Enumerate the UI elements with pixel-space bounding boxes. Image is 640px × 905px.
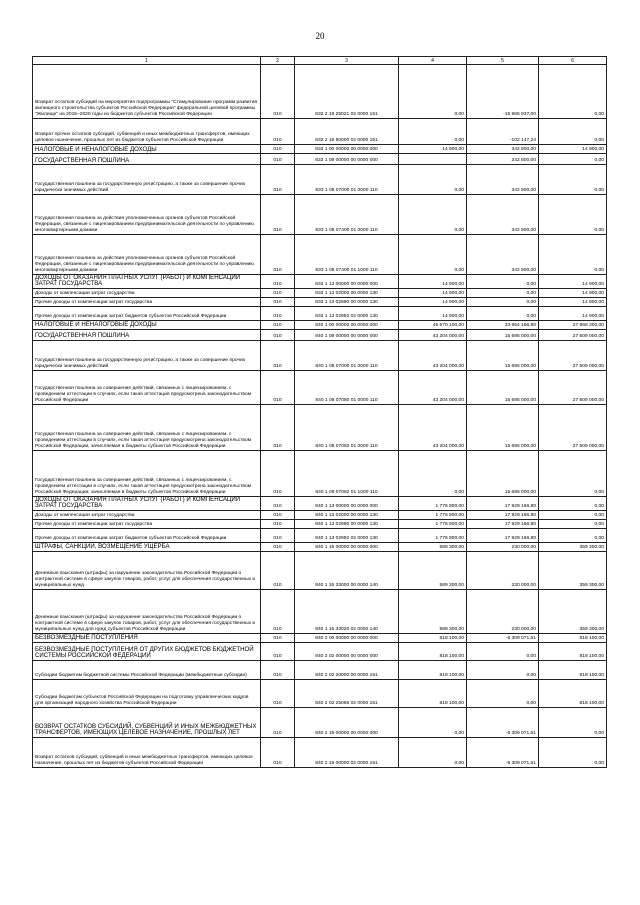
budget-code-cell: 840 1 13 02992 02 0000 130 bbox=[295, 528, 399, 542]
budget-code-cell: 840 1 08 07000 01 0000 110 bbox=[295, 340, 399, 370]
amount-cell: 15 695 000,00 bbox=[467, 404, 539, 450]
row-code-cell: 010 bbox=[261, 496, 295, 510]
budget-code-cell: 840 2 00 00000 00 0000 000 bbox=[295, 633, 399, 642]
row-code-cell: 010 bbox=[261, 707, 295, 737]
amount-cell: 0,00 bbox=[539, 528, 607, 542]
table-row bbox=[33, 707, 607, 737]
table-row bbox=[33, 510, 607, 519]
budget-code-cell: 833 1 08 07400 01 1000 110 bbox=[295, 235, 399, 275]
income-name-cell: ВОЗВРАТ ОСТАТКОВ СУБСИДИЙ, СУБВЕНЦИЙ И ИНЫХ МЕЖБЮДЖЕТНЫХ ТРАНСФЕРТОВ, ИМЕЮЩИХ ЦЕЛЕВОЕ НАЗНАЧЕНИЕ, ПРОШЛЫХ ЛЕТ bbox=[33, 707, 261, 737]
budget-code-cell: 833 1 00 00000 00 0000 000 bbox=[295, 145, 399, 154]
amount-cell: 342 800,00 bbox=[467, 154, 539, 165]
amount-cell: 0,00 bbox=[539, 119, 607, 145]
amount-cell: 17 929 166,80 bbox=[467, 519, 539, 528]
budget-code-cell: 832 2 19 90000 02 0000 151 bbox=[295, 119, 399, 145]
budget-code-cell: 840 2 02 20000 00 0000 151 bbox=[295, 660, 399, 679]
row-code-cell: 010 bbox=[261, 519, 295, 528]
income-name-cell: Государственная пошлина за государственную регистрацию, а также за совершение прочих юридически значимых действий bbox=[33, 340, 261, 370]
budget-code-cell: 833 1 08 07400 01 0000 110 bbox=[295, 195, 399, 235]
table-row bbox=[33, 737, 607, 767]
amount-cell: 15 695 000,00 bbox=[467, 370, 539, 404]
row-code-cell: 010 bbox=[261, 633, 295, 642]
budget-code-cell: 833 1 13 02990 00 0000 130 bbox=[295, 297, 399, 306]
table-row bbox=[33, 275, 607, 289]
table-row bbox=[33, 519, 607, 528]
table-row bbox=[33, 679, 607, 707]
row-code-cell: 010 bbox=[261, 737, 295, 767]
row-code-cell: 010 bbox=[261, 195, 295, 235]
amount-cell: 27 509 000,00 bbox=[539, 404, 607, 450]
amount-cell: 359 300,00 bbox=[539, 589, 607, 633]
budget-code-cell: 840 1 08 07082 01 1000 110 bbox=[295, 450, 399, 496]
table-row bbox=[33, 633, 607, 642]
amount-cell: 0,00 bbox=[467, 660, 539, 679]
amount-cell: 0,00 bbox=[539, 235, 607, 275]
income-name-cell: Государственная пошлина за совершение действий, связанных с лицензированием, с проведением аттестации в случаях, если такая аттестация предусмотрена законодательством Российской Федерации bbox=[33, 370, 261, 404]
amount-cell: 0,00 bbox=[539, 519, 607, 528]
income-name-cell: НАЛОГОВЫЕ И НЕНАЛОГОВЫЕ ДОХОДЫ bbox=[33, 145, 261, 154]
amount-cell: 589 300,00 bbox=[399, 542, 467, 551]
page-number: 20 bbox=[315, 31, 325, 41]
row-code-cell: 010 bbox=[261, 404, 295, 450]
amount-cell: 0,00 bbox=[399, 165, 467, 195]
amount-cell: 43 204 000,00 bbox=[399, 340, 467, 370]
amount-cell: 17 929 166,80 bbox=[467, 510, 539, 519]
column-header: 4 bbox=[399, 57, 467, 65]
amount-cell: 342 800,00 bbox=[467, 145, 539, 154]
column-header: 3 bbox=[295, 57, 399, 65]
budget-code-cell: 833 1 08 07000 01 0000 110 bbox=[295, 165, 399, 195]
income-name-cell: Возврат остатков субсидий, субвенций и иных межбюджетных трансфертов, имеющих целевое назначение, прошлых лет из бюджетов субъектов Российской Федерации bbox=[33, 737, 261, 767]
income-name-cell: Субсидии бюджетам бюджетной системы Российской Федерации (межбюджетные субсидии) bbox=[33, 660, 261, 679]
amount-cell: 0,00 bbox=[467, 275, 539, 289]
row-code-cell: 010 bbox=[261, 370, 295, 404]
amount-cell: 0,00 bbox=[399, 707, 467, 737]
table-row bbox=[33, 65, 607, 119]
amount-cell: 14 900,00 bbox=[539, 275, 607, 289]
amount-cell: 33 654 166,80 bbox=[467, 320, 539, 329]
row-code-cell: 010 bbox=[261, 306, 295, 320]
amount-cell: 0,00 bbox=[399, 119, 467, 145]
amount-cell: -102 147,24 bbox=[467, 119, 539, 145]
amount-cell bbox=[399, 154, 467, 165]
row-code-cell: 010 bbox=[261, 165, 295, 195]
row-code-cell: 010 bbox=[261, 542, 295, 551]
table-row bbox=[33, 119, 607, 145]
amount-cell: 0,00 bbox=[467, 288, 539, 297]
column-header: 1 bbox=[33, 57, 261, 65]
income-name-cell: Государственная пошлина за государственную регистрацию, а также за совершение прочих юридически значимых действий bbox=[33, 165, 261, 195]
amount-cell: 342 800,00 bbox=[467, 195, 539, 235]
table-row bbox=[33, 450, 607, 496]
budget-code-cell: 840 1 13 00000 00 0000 000 bbox=[295, 496, 399, 510]
table-row bbox=[33, 297, 607, 306]
row-code-cell: 010 bbox=[261, 154, 295, 165]
budget-code-cell: 833 1 13 02000 00 0000 130 bbox=[295, 288, 399, 297]
table-row bbox=[33, 329, 607, 340]
table-row bbox=[33, 542, 607, 551]
row-code-cell: 010 bbox=[261, 329, 295, 340]
table-row bbox=[33, 145, 607, 154]
income-name-cell: Государственная пошлина за действия уполномоченных органов субъектов Российской Федерации, связанные с лицензированием предпринимательской деятельности по управлению многоквартирными домами bbox=[33, 195, 261, 235]
table-row bbox=[33, 551, 607, 589]
amount-cell: 818 100,00 bbox=[539, 642, 607, 660]
row-code-cell: 010 bbox=[261, 288, 295, 297]
table-row bbox=[33, 340, 607, 370]
revenue-table bbox=[32, 56, 607, 768]
income-name-cell: Государственная пошлина за совершение действий, связанных с лицензированием, с проведением аттестации в случаях, если такая аттестация предусмотрена законодательством Российской Федерации, зачисляемая в бюджеты субъектов Российской Федерации bbox=[33, 404, 261, 450]
budget-code-cell: 840 2 19 00000 00 0000 000 bbox=[295, 707, 399, 737]
amount-cell: 0,00 bbox=[399, 235, 467, 275]
row-code-cell: 010 bbox=[261, 589, 295, 633]
amount-cell: 0,00 bbox=[399, 195, 467, 235]
income-name-cell: БЕЗВОЗМЕЗДНЫЕ ПОСТУПЛЕНИЯ bbox=[33, 633, 261, 642]
amount-cell: 15 695 000,00 bbox=[467, 450, 539, 496]
table-row bbox=[33, 288, 607, 297]
amount-cell: 14 900,00 bbox=[399, 306, 467, 320]
amount-cell: 0,00 bbox=[467, 642, 539, 660]
income-name-cell: Прочие доходы от компенсации затрат государства bbox=[33, 297, 261, 306]
amount-cell: 359 300,00 bbox=[539, 542, 607, 551]
amount-cell: 0,00 bbox=[399, 737, 467, 767]
income-name-cell: Прочие доходы от компенсации затрат бюджетов субъектов Российской Федерации bbox=[33, 306, 261, 320]
amount-cell: 27 509 000,00 bbox=[539, 370, 607, 404]
row-code-cell: 010 bbox=[261, 642, 295, 660]
income-name-cell: Денежные взыскания (штрафы) за нарушение законодательства Российской Федерации о контрактной системе в сфере закупок товаров, работ, услуг для обеспечения государственных и муниципальных нужд для нужд субъектов Российской Федерации bbox=[33, 589, 261, 633]
budget-code-cell: 840 2 19 00000 02 0000 151 bbox=[295, 737, 399, 767]
table-row bbox=[33, 642, 607, 660]
amount-cell: -5 309 071,61 bbox=[467, 633, 539, 642]
table-row bbox=[33, 235, 607, 275]
amount-cell: 0,00 bbox=[467, 297, 539, 306]
income-name-cell: НАЛОГОВЫЕ И НЕНАЛОГОВЫЕ ДОХОДЫ bbox=[33, 320, 261, 329]
row-code-cell: 010 bbox=[261, 551, 295, 589]
amount-cell: 0,00 bbox=[539, 195, 607, 235]
amount-cell: 0,00 bbox=[539, 737, 607, 767]
table-row bbox=[33, 660, 607, 679]
table-row bbox=[33, 195, 607, 235]
amount-cell: 818 100,00 bbox=[399, 642, 467, 660]
amount-cell: 589 300,00 bbox=[399, 589, 467, 633]
amount-cell: 0,00 bbox=[539, 496, 607, 510]
budget-code-cell: 840 1 08 00000 00 0000 000 bbox=[295, 329, 399, 340]
amount-cell: 1 776 800,00 bbox=[399, 528, 467, 542]
budget-code-cell: 840 1 08 07080 01 0000 110 bbox=[295, 370, 399, 404]
amount-cell: 342 800,00 bbox=[467, 235, 539, 275]
amount-cell: 818 100,00 bbox=[399, 633, 467, 642]
amount-cell: -15 965 937,00 bbox=[467, 65, 539, 119]
row-code-cell: 010 bbox=[261, 119, 295, 145]
table-row bbox=[33, 370, 607, 404]
income-name-cell: Возврат прочих остатков субсидий, субвенций и иных межбюджетных трансфертов, имеющих целевое назначение, прошлых лет из бюджетов субъектов Российской Федерации bbox=[33, 119, 261, 145]
amount-cell: 14 900,00 bbox=[539, 145, 607, 154]
income-name-cell: ГОСУДАРСТВЕННАЯ ПОШЛИНА bbox=[33, 329, 261, 340]
income-name-cell: Возврат остатков субсидий на мероприятия подпрограммы "Стимулирование программ развития жилищного строительства субъектов Российской Федерации" федеральной целевой программы "Жилище" на 2015–2020 годы из бюджетов субъектов Российской Федерации bbox=[33, 65, 261, 119]
column-header: 6 bbox=[539, 57, 607, 65]
amount-cell: 14 900,00 bbox=[399, 288, 467, 297]
income-name-cell: Прочие доходы от компенсации затрат государства bbox=[33, 519, 261, 528]
amount-cell: 15 695 000,00 bbox=[467, 340, 539, 370]
amount-cell: 43 204 000,00 bbox=[399, 329, 467, 340]
row-code-cell: 010 bbox=[261, 450, 295, 496]
amount-cell: 818 100,00 bbox=[399, 679, 467, 707]
amount-cell: 14 900,00 bbox=[539, 306, 607, 320]
amount-cell: 359 300,00 bbox=[539, 551, 607, 589]
income-name-cell: Денежные взыскания (штрафы) за нарушение законодательства Российской Федерации о контрактной системе в сфере закупок товаров, работ, услуг для обеспечения государственных и муниципальных нужд bbox=[33, 551, 261, 589]
amount-cell: 589 300,00 bbox=[399, 551, 467, 589]
amount-cell: 14 900,00 bbox=[399, 275, 467, 289]
budget-code-cell: 840 2 02 00000 00 0000 000 bbox=[295, 642, 399, 660]
budget-code-cell: 833 1 08 00000 00 0000 000 bbox=[295, 154, 399, 165]
amount-cell: -5 309 071,61 bbox=[467, 737, 539, 767]
budget-code-cell: 840 1 16 33000 00 0000 140 bbox=[295, 551, 399, 589]
amount-cell: 0,00 bbox=[539, 165, 607, 195]
income-name-cell: Государственная пошлина за действия уполномоченных органов субъектов Российской Федерации, связанные с лицензированием предпринимательской деятельности по управлению многоквартирными домами bbox=[33, 235, 261, 275]
row-code-cell: 010 bbox=[261, 340, 295, 370]
table-row bbox=[33, 165, 607, 195]
income-name-cell: Субсидии бюджетам субъектов Российской Федерации на подготовку управленческих кадров для организаций народного хозяйства Российской Федерации bbox=[33, 679, 261, 707]
income-name-cell: ДОХОДЫ ОТ ОКАЗАНИЯ ПЛАТНЫХ УСЛУГ (РАБОТ) И КОМПЕНСАЦИИ ЗАТРАТ ГОСУДАРСТВА bbox=[33, 496, 261, 510]
amount-cell: 45 570 100,00 bbox=[399, 320, 467, 329]
amount-cell: 27 868 300,00 bbox=[539, 320, 607, 329]
row-code-cell: 010 bbox=[261, 660, 295, 679]
amount-cell: 43 204 000,00 bbox=[399, 370, 467, 404]
budget-code-cell: 840 1 13 02000 00 0000 130 bbox=[295, 510, 399, 519]
amount-cell: 1 776 800,00 bbox=[399, 510, 467, 519]
amount-cell: 0,00 bbox=[539, 65, 607, 119]
amount-cell: 1 776 800,00 bbox=[399, 496, 467, 510]
amount-cell: 0,00 bbox=[399, 450, 467, 496]
row-code-cell: 010 bbox=[261, 297, 295, 306]
amount-cell: 17 929 166,80 bbox=[467, 528, 539, 542]
income-name-cell: Доходы от компенсации затрат государства bbox=[33, 288, 261, 297]
income-name-cell: БЕЗВОЗМЕЗДНЫЕ ПОСТУПЛЕНИЯ ОТ ДРУГИХ БЮДЖЕТОВ БЮДЖЕТНОЙ СИСТЕМЫ РОССИЙСКОЙ ФЕДЕРАЦИИ bbox=[33, 642, 261, 660]
amount-cell: 14 900,00 bbox=[399, 297, 467, 306]
budget-code-cell: 840 1 08 07082 01 0000 110 bbox=[295, 404, 399, 450]
table-row bbox=[33, 306, 607, 320]
row-code-cell: 010 bbox=[261, 275, 295, 289]
income-name-cell: Доходы от компенсации затрат государства bbox=[33, 510, 261, 519]
budget-code-cell: 840 2 02 25066 02 0000 151 bbox=[295, 679, 399, 707]
budget-code-cell: 840 1 00 00000 00 0000 000 bbox=[295, 320, 399, 329]
amount-cell: 15 695 000,00 bbox=[467, 329, 539, 340]
amount-cell: 17 929 166,80 bbox=[467, 496, 539, 510]
budget-code-cell: 833 1 13 02992 02 0000 130 bbox=[295, 306, 399, 320]
table-row bbox=[33, 320, 607, 329]
amount-cell: 14 900,00 bbox=[539, 297, 607, 306]
amount-cell: 230 000,00 bbox=[467, 589, 539, 633]
table-row bbox=[33, 589, 607, 633]
amount-cell: -5 309 071,61 bbox=[467, 707, 539, 737]
amount-cell: 27 509 000,00 bbox=[539, 340, 607, 370]
column-header: 2 bbox=[261, 57, 295, 65]
table-row bbox=[33, 528, 607, 542]
row-code-cell: 010 bbox=[261, 320, 295, 329]
amount-cell: 818 100,00 bbox=[539, 679, 607, 707]
amount-cell: 0,00 bbox=[399, 65, 467, 119]
income-name-cell: ДОХОДЫ ОТ ОКАЗАНИЯ ПЛАТНЫХ УСЛУГ (РАБОТ) И КОМПЕНСАЦИИ ЗАТРАТ ГОСУДАРСТВА bbox=[33, 275, 261, 289]
budget-code-cell: 840 1 16 33020 02 0000 140 bbox=[295, 589, 399, 633]
row-code-cell: 010 bbox=[261, 510, 295, 519]
amount-cell: 0,00 bbox=[539, 154, 607, 165]
budget-code-cell: 840 1 16 00000 00 0000 000 bbox=[295, 542, 399, 551]
row-code-cell: 010 bbox=[261, 65, 295, 119]
row-code-cell: 010 bbox=[261, 679, 295, 707]
amount-cell: 0,00 bbox=[539, 707, 607, 737]
amount-cell: 818 100,00 bbox=[539, 633, 607, 642]
column-header: 5 bbox=[467, 57, 539, 65]
income-name-cell: Прочие доходы от компенсации затрат бюджетов субъектов Российской Федерации bbox=[33, 528, 261, 542]
amount-cell: 27 509 000,00 bbox=[539, 329, 607, 340]
amount-cell: 43 204 000,00 bbox=[399, 404, 467, 450]
amount-cell: 14 900,00 bbox=[539, 288, 607, 297]
amount-cell: 342 800,00 bbox=[467, 165, 539, 195]
amount-cell: 818 100,00 bbox=[399, 660, 467, 679]
budget-code-cell: 833 1 13 00000 00 0000 000 bbox=[295, 275, 399, 289]
table-header-row bbox=[33, 57, 607, 65]
amount-cell: 230 000,00 bbox=[467, 542, 539, 551]
amount-cell: 14 900,00 bbox=[399, 145, 467, 154]
amount-cell: 1 776 800,00 bbox=[399, 519, 467, 528]
income-name-cell: Государственная пошлина за совершение действий, связанных с лицензированием, с проведением аттестации в случаях, если такая аттестация предусмотрена законодательством Российской Федерации, зачисляемая в бюджеты субъектов Российской Федерации bbox=[33, 450, 261, 496]
amount-cell: 230 000,00 bbox=[467, 551, 539, 589]
table-row bbox=[33, 154, 607, 165]
row-code-cell: 010 bbox=[261, 145, 295, 154]
amount-cell: 0,00 bbox=[467, 679, 539, 707]
income-name-cell: ШТРАФЫ, САНКЦИИ, ВОЗМЕЩЕНИЕ УЩЕРБА bbox=[33, 542, 261, 551]
amount-cell: 0,00 bbox=[539, 510, 607, 519]
table-row bbox=[33, 496, 607, 510]
amount-cell: 0,00 bbox=[467, 306, 539, 320]
table-row bbox=[33, 404, 607, 450]
amount-cell: 0,00 bbox=[539, 450, 607, 496]
row-code-cell: 010 bbox=[261, 528, 295, 542]
amount-cell: 818 100,00 bbox=[539, 660, 607, 679]
row-code-cell: 010 bbox=[261, 235, 295, 275]
budget-code-cell: 832 2 19 25021 02 0000 151 bbox=[295, 65, 399, 119]
budget-code-cell: 840 1 13 02990 00 0000 130 bbox=[295, 519, 399, 528]
income-name-cell: ГОСУДАРСТВЕННАЯ ПОШЛИНА bbox=[33, 154, 261, 165]
